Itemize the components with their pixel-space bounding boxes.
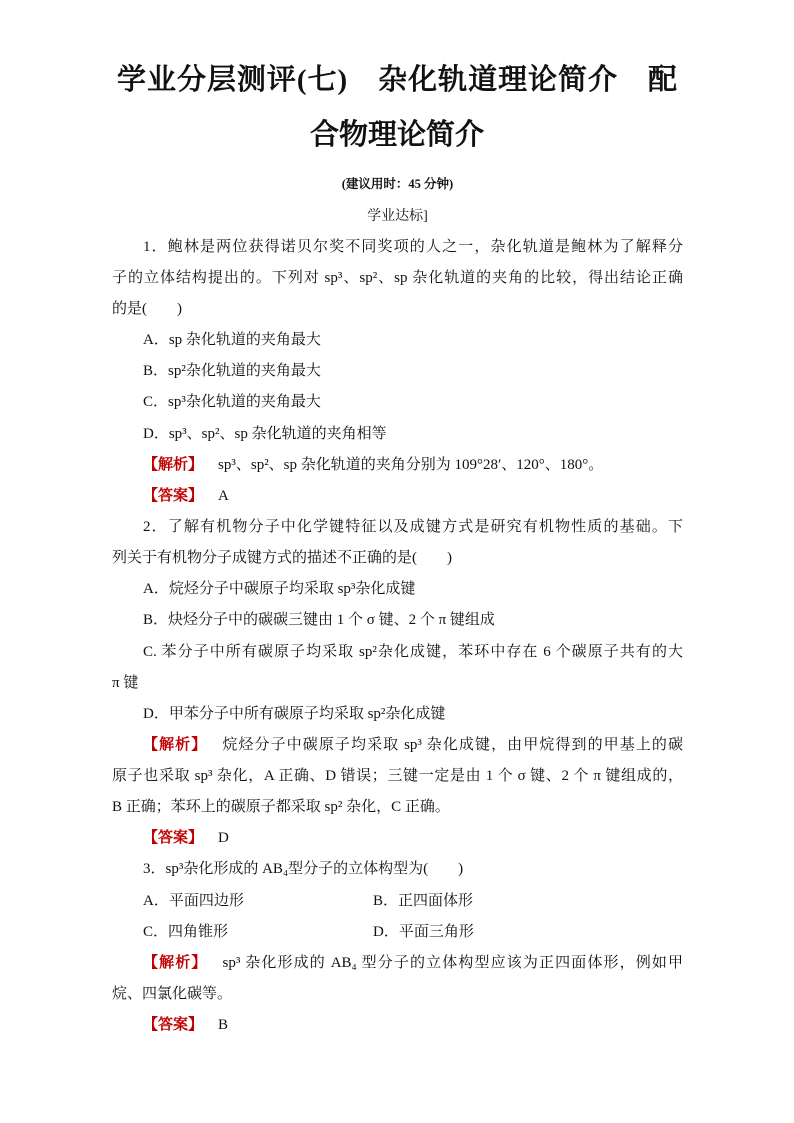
answer-value: D [218,830,229,847]
question-3-analysis [112,948,683,979]
page-title-line-2: 合物理论简介 [309,119,484,151]
question-2-analysis [112,730,683,761]
question-1-option-b: B．sp²杂化轨道的夹角最大 [143,363,321,380]
page-title-line-1: 学业分层测评(七) 杂化轨道理论简介 配 [117,64,677,96]
answer-value: B [218,1017,229,1034]
suggested-time: (建议用时：45 分钟) [341,177,454,192]
question-3-option-a: A．平面四边形 [143,892,244,909]
question-1-option-c: C．sp³杂化轨道的夹角最大 [143,394,321,411]
question-3-option-d: D．平面三角形 [373,923,474,940]
analysis-text: sp³、sp²、sp 杂化轨道的夹角分别为 109°28′、120°、180°。 [218,456,604,473]
question-1-option-a: A．sp 杂化轨道的夹角最大 [143,332,321,349]
question-1-stem-line: 的是( ) [112,300,182,317]
question-3-stem-line: 3．sp³杂化形成的 AB₄型分子的立体构型为( ) [143,861,464,878]
question-2-stem-line: 2．了解有机物分子中化学键特征以及成键方式是研究有机物性质的基础。下 [143,518,683,535]
section-label: 学业达标] [367,208,428,224]
answer-label: 【答案】 [143,487,204,504]
analysis-label: 【解析】 [143,954,208,971]
answer-label: 【答案】 [143,1017,204,1034]
answer-label: 【答案】 [143,830,204,847]
question-3-option-c: C．四角锥形 [143,923,229,940]
question-2-stem-line: 列关于有机物分子成键方式的描述不正确的是( ) [112,550,452,567]
question-2-option-c-continued: π 键 [112,674,139,691]
question-3-option-row [112,917,683,948]
question-3-option-b: B．正四面体形 [373,892,474,909]
analysis-text: sp³ 杂化形成的 AB₄ 型分子的立体构型应该为正四面体形，例如甲 [222,954,683,971]
question-1-stem-line: 子的立体结构提出的。下列对 sp³、sp²、sp 杂化轨道的夹角的比较，得出结论正确 [112,269,683,286]
question-2-option-c: C. 苯分子中所有碳原子均采取 sp²杂化成键，苯环中存在 6 个碳原子共有的大 [143,643,683,660]
question-3-answer [112,1010,683,1041]
question-1-option-d: D．sp³、sp²、sp 杂化轨道的夹角相等 [143,425,387,442]
analysis-label: 【解析】 [143,736,208,753]
question-2-answer [112,823,683,854]
question-2-option-d: D．甲苯分子中所有碳原子均采取 sp²杂化成键 [143,705,446,722]
question-3-analysis-line: 烷、四氯化碳等。 [112,986,233,1003]
analysis-label: 【解析】 [143,456,204,473]
answer-value: A [218,487,229,504]
document-body [112,169,683,1041]
question-2-analysis-line: 原子也采取 sp³ 杂化，A 正确、D 错误；三键一定是由 1 个 σ 键、2 个 π 键组成的， [112,768,683,785]
question-2-option-b: B．炔烃分子中的碳碳三键由 1 个 σ 键、2 个 π 键组成 [143,612,495,629]
question-1-analysis [112,450,683,481]
question-2-option-a: A．烷烃分子中碳原子均采取 sp³杂化成键 [143,581,416,598]
analysis-text: 烷烃分子中碳原子均采取 sp³ 杂化成键，由甲烷得到的甲基上的碳 [222,736,683,753]
question-3-option-row [112,886,683,917]
question-2-analysis-line: B 正确；苯环上的碳原子都采取 sp² 杂化，C 正确。 [112,799,450,816]
question-1-stem-line: 1．鲍林是两位获得诺贝尔奖不同奖项的人之一，杂化轨道是鲍林为了解释分 [143,238,683,255]
question-1-answer [112,481,683,512]
